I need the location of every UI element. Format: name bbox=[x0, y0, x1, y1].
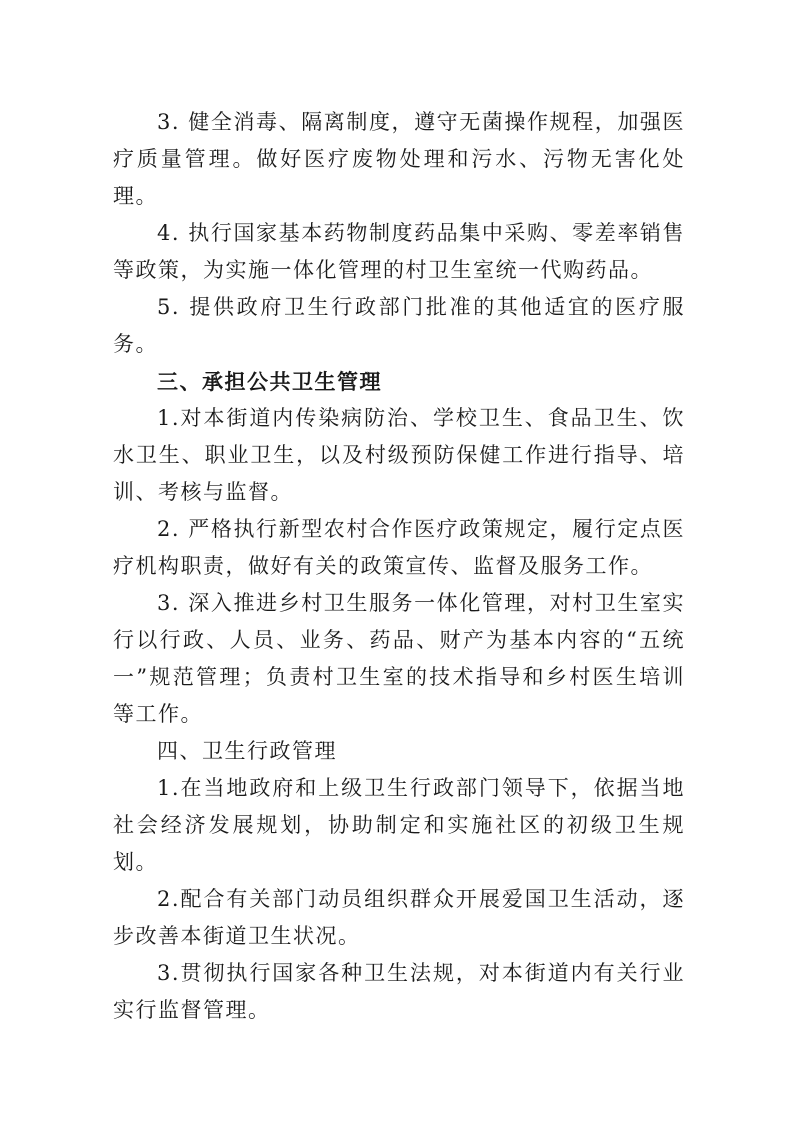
section2-item-3: 3. 健全消毒、隔离制度，遵守无菌操作规程，加强医疗质量管理。做好医疗废物处理和污水、污物无害化处理。 bbox=[113, 110, 685, 208]
document-body bbox=[113, 104, 685, 1029]
section3-item-1: 1.对本街道内传染病防治、学校卫生、食品卫生、饮水卫生、职业卫生，以及村级预防保健工作进行指导、培训、考核与监督。 bbox=[113, 406, 685, 504]
section4-item-2: 2.配合有关部门动员组织群众开展爱国卫生活动，逐步改善本街道卫生状况。 bbox=[113, 887, 685, 948]
section2-item-4: 4. 执行国家基本药物制度药品集中采购、零差率销售等政策，为实施一体化管理的村卫生室统一代购药品。 bbox=[113, 221, 685, 282]
section4-item-1: 1.在当地政府和上级卫生行政部门领导下，依据当地社会经济发展规划，协助制定和实施社区的初级卫生规划。 bbox=[113, 776, 685, 874]
section3-item-3: 3. 深入推进乡村卫生服务一体化管理，对村卫生室实行以行政、人员、业务、药品、财产为基本内容的“五统一”规范管理；负责村卫生室的技术指导和乡村医生培训等工作。 bbox=[113, 591, 685, 726]
section3-item-2: 2. 严格执行新型农村合作医疗政策规定，履行定点医疗机构职责，做好有关的政策宣传、监督及服务工作。 bbox=[113, 517, 685, 578]
section4-item-3: 3.贯彻执行国家各种卫生法规，对本街道内有关行业实行监督管理。 bbox=[113, 961, 685, 1022]
section4-heading: 四、卫生行政管理 bbox=[157, 739, 337, 763]
section3-heading: 三、承担公共卫生管理 bbox=[157, 369, 382, 394]
section2-item-5: 5. 提供政府卫生行政部门批准的其他适宜的医疗服务。 bbox=[113, 295, 685, 356]
